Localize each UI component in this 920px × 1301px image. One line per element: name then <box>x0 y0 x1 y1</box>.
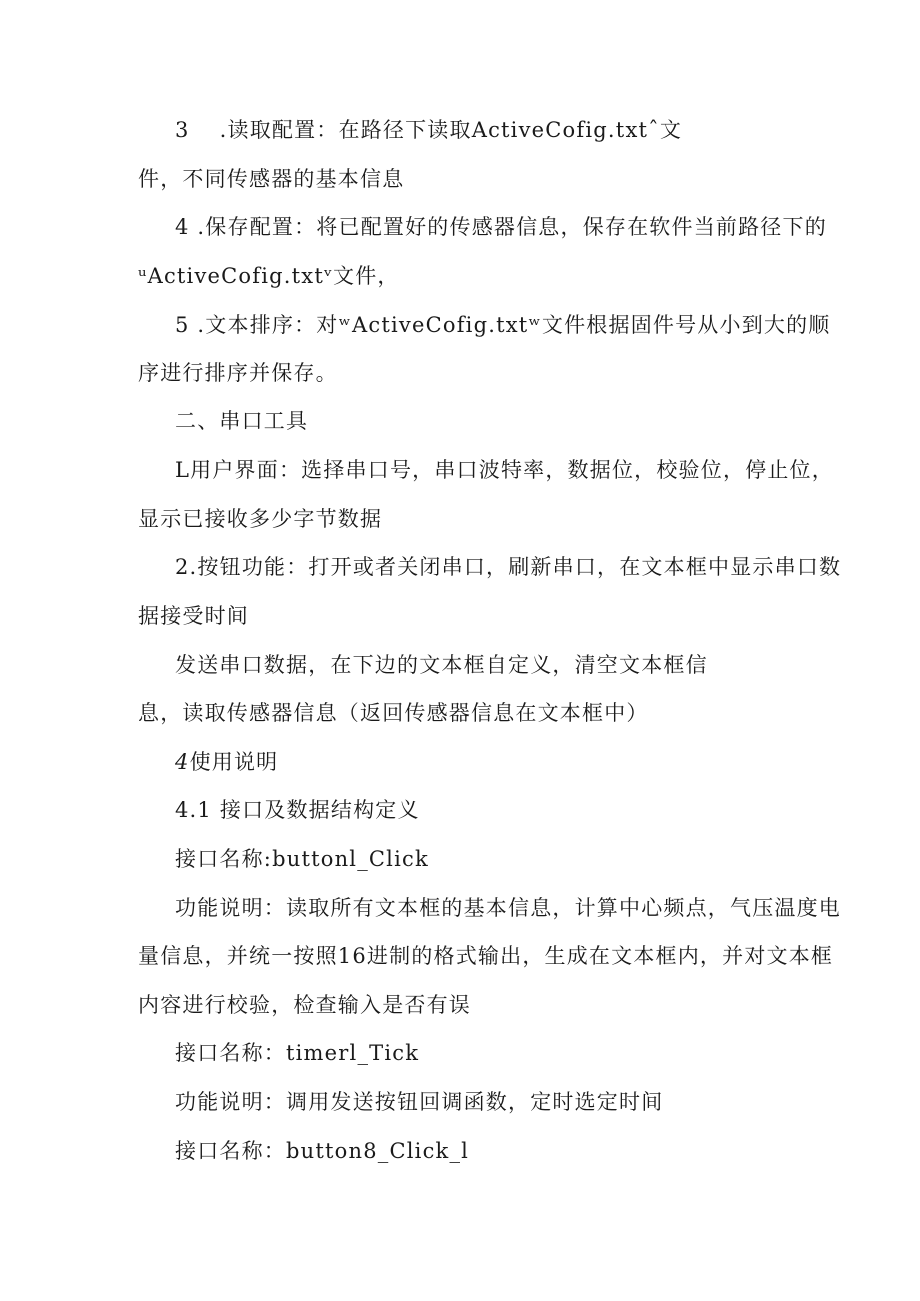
paragraph-read-config-cont: 件，不同传感器的基本信息 <box>138 167 405 191</box>
paragraph-user-interface: L用户界面：选择串口号，串口波特率，数据位，校验位，停止位， <box>175 458 834 482</box>
paragraph-send-serial: 发送串口数据，在下边的文本框自定义，清空文本框信 <box>175 653 708 677</box>
section-title: 使用说明 <box>189 750 279 774</box>
paragraph-save-config-cont: ᵘActiveCofig.txtᵛ文件， <box>138 264 400 288</box>
paragraph-user-interface-cont: 显示已接收多少字节数据 <box>138 507 383 531</box>
function-desc-button1-cont1: 量信息，并统一按照16进制的格式输出，生成在文本框内，并对文本框 <box>138 944 834 968</box>
function-desc-button1-cont2: 内容进行校验，检查输入是否有误 <box>138 993 471 1017</box>
paragraph-button-function: 2.按钮功能：打开或者关闭串口，刷新串口，在文本框中显示串口数 <box>175 555 842 579</box>
paragraph-text-sort-cont: 序进行排序并保存。 <box>138 361 338 385</box>
paragraph-save-config: 4 .保存配置：将已配置好的传感器信息，保存在软件当前路径下的 <box>175 215 827 239</box>
paragraph-read-config: 3 .读取配置：在路径下读取ActiveCofig.txtˆ文 <box>175 118 683 142</box>
subsection-heading-interface: 4.1 接口及数据结构定义 <box>175 798 420 822</box>
function-desc-timer1: 功能说明：调用发送按钮回调函数，定时选定时间 <box>175 1090 664 1114</box>
section-heading-usage <box>175 747 278 777</box>
function-desc-button1: 功能说明：读取所有文本框的基本信息，计算中心频点，气压温度电 <box>175 896 841 920</box>
interface-name-button8: 接口名称：button8_Click_l <box>175 1139 470 1163</box>
paragraph-button-function-cont: 据接受时间 <box>138 604 249 628</box>
section-heading-serial-tool: 二、串口工具 <box>175 409 309 433</box>
interface-name-button1: 接口名称:buttonl_Click <box>175 847 429 871</box>
interface-name-timer1: 接口名称：timerl_Tick <box>175 1041 420 1065</box>
paragraph-text-sort: 5 .文本排序：对ʷActiveCofig.txtʷ文件根据固件号从小到大的顺 <box>175 313 831 337</box>
paragraph-send-serial-cont: 息，读取传感器信息（返回传感器信息在文本框中） <box>138 701 649 725</box>
section-number: 4 <box>175 750 190 774</box>
